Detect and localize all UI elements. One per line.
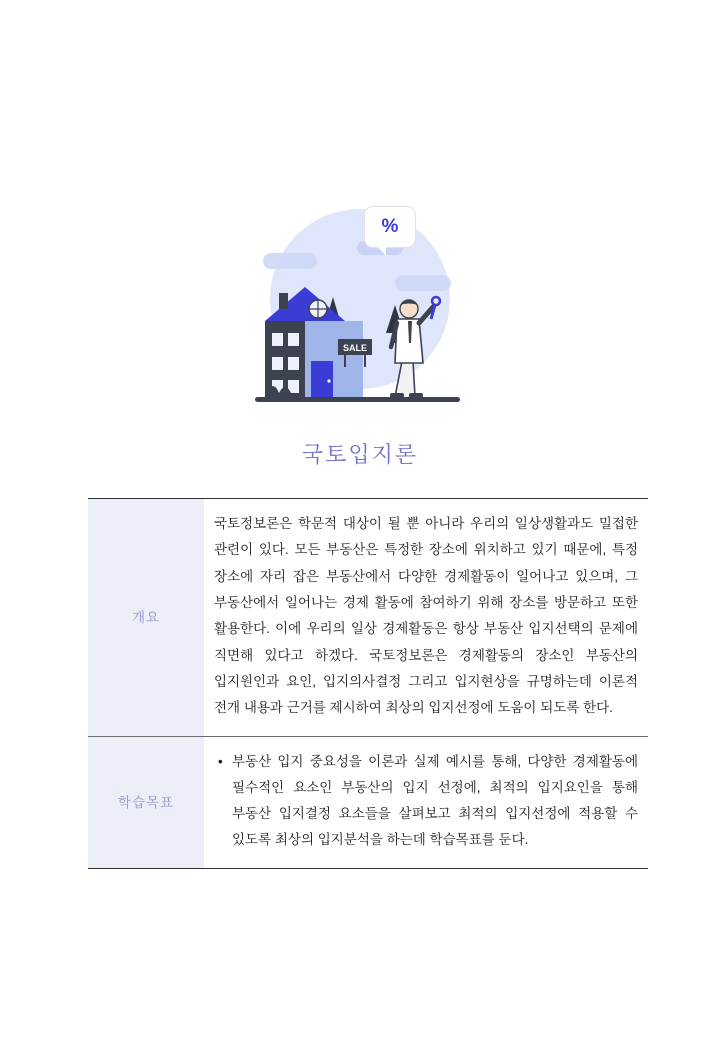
speech-bubble	[365, 207, 415, 247]
page-title: 국토입지론	[301, 442, 419, 467]
ground-line	[255, 397, 460, 402]
row-label-objectives: 학습목표	[88, 736, 204, 868]
list-item: • 부동산 입지 중요성을 이론과 실제 예시를 통해, 다양한 경제활동에 필수적인 요소인 부동산의 입지 선정에, 최적의 입지요인을 통해 부동산 입지결정 요소들을 살펴보고 최적의 입지선정에 적용할 수 있도록 최상의 입지분석을 하는데 학습목표를 둔다.	[232, 749, 638, 854]
illustration-vector	[245, 201, 475, 421]
percent-icon: %	[381, 216, 399, 237]
illustration-area	[0, 196, 720, 426]
table-row-objectives	[88, 736, 648, 868]
table-row-overview	[88, 499, 648, 737]
real-estate-illustration	[245, 201, 475, 421]
row-body-objectives	[204, 736, 648, 868]
row-label-overview: 개요	[88, 499, 204, 737]
objectives-list	[214, 749, 638, 854]
info-table	[88, 498, 648, 869]
row-body-overview: 국토정보론은 학문적 대상이 될 뿐 아니라 우리의 일상생활과도 밀접한 관련이 있다. 모든 부동산은 특정한 장소에 위치하고 있기 때문에, 특정 장소에 자리 잡은 부동산에서 다양한 경제활동이 일어나고 있으며, 그 부동산에서 일어나는 경제 활동에 참여하기 위해 장소를 방문하고 또한 활용한다. 이에 우리의 일상 경제활동은 항상 부동산 입지선택의 문제에 직면해 있다고 하겠다. 국토정보론은 경제활동의 장소인 부동산의 입지원인과 요인, 입지의사결정 그리고 입지현상을 규명하는데 이론적 전개 내용과 근거를 제시하여 최상의 입지선정에 도움이 되도록 한다.	[204, 499, 648, 737]
info-table-wrapper	[88, 498, 648, 869]
svg-text:SALE: SALE	[342, 343, 368, 353]
